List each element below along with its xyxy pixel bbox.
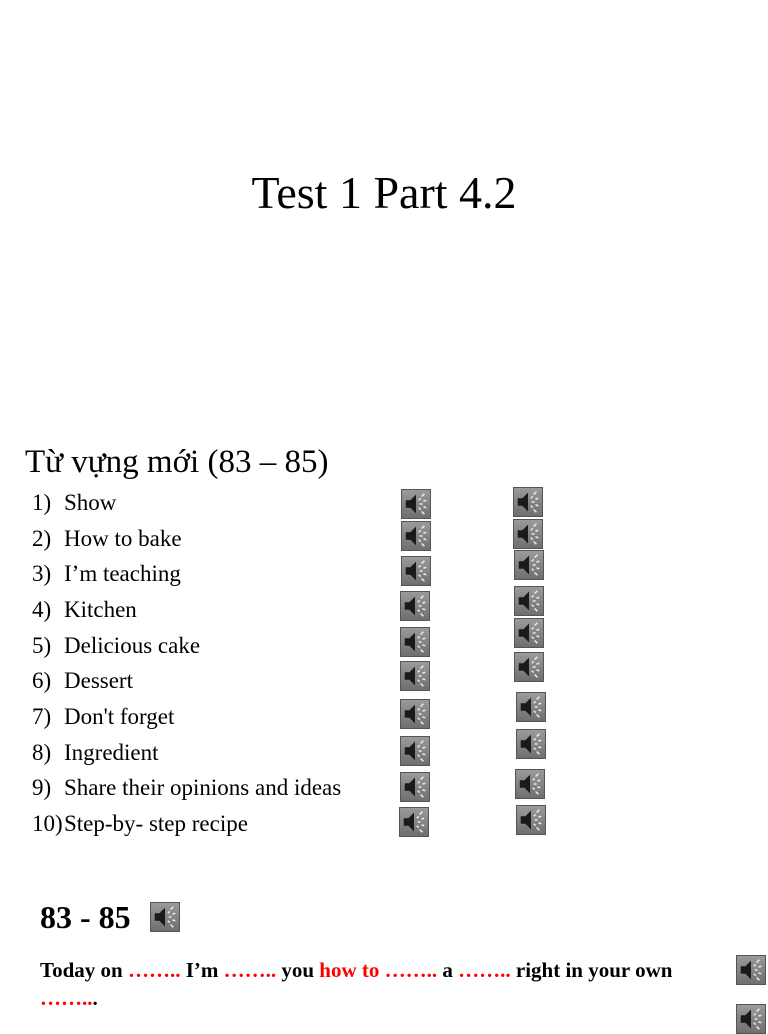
vocab-item-text: Show <box>64 490 117 515</box>
speaker-icon[interactable] <box>516 805 546 835</box>
vocab-item <box>32 664 133 698</box>
speaker-icon[interactable] <box>399 807 429 837</box>
sentence-text: you <box>276 958 320 982</box>
vocab-item <box>32 771 341 805</box>
speaker-icon[interactable] <box>514 550 544 580</box>
speaker-icon[interactable] <box>401 521 431 551</box>
vocab-item-text: Ingredient <box>64 740 159 765</box>
page-title: Test 1 Part 4.2 <box>251 167 517 218</box>
vocab-heading: Từ vựng mới (83 – 85) <box>25 444 329 480</box>
speaker-icon[interactable] <box>400 772 430 802</box>
vocab-item <box>32 807 248 841</box>
speaker-icon[interactable] <box>736 1004 766 1034</box>
vocab-item-text: Step-by- step recipe <box>64 811 248 836</box>
vocab-item-number: 7) <box>32 704 52 729</box>
speaker-icon[interactable] <box>515 769 545 799</box>
blank: …….. <box>458 958 511 982</box>
speaker-icon[interactable] <box>514 618 544 648</box>
vocab-item <box>32 736 159 770</box>
sentence-text: right in your own <box>510 958 673 982</box>
speaker-icon[interactable] <box>400 591 430 621</box>
speaker-icon[interactable] <box>513 487 543 517</box>
speaker-icon[interactable] <box>150 902 180 932</box>
vocab-item <box>32 593 137 627</box>
vocab-item <box>32 522 182 556</box>
vocab-item-text: Share their opinions and ideas <box>64 775 342 800</box>
speaker-icon[interactable] <box>514 652 544 682</box>
vocab-item-number: 4) <box>32 597 52 622</box>
blank: …….. <box>40 986 93 1010</box>
vocab-item <box>32 629 200 663</box>
vocab-item-number: 10) <box>32 811 63 836</box>
exercise-heading <box>40 897 131 937</box>
vocab-item-text: Don't forget <box>64 704 175 729</box>
sentence-text: . <box>92 986 98 1010</box>
vocab-item <box>32 557 181 591</box>
speaker-icon[interactable] <box>400 661 430 691</box>
vocab-item-number: 6) <box>32 668 52 693</box>
speaker-icon[interactable] <box>400 736 430 766</box>
vocab-item-text: I’m teaching <box>64 561 181 586</box>
sentence-text: a <box>437 958 459 982</box>
sentence-text: I’m <box>180 958 224 982</box>
vocab-item-number: 1) <box>32 490 52 515</box>
sentence-text: Today on <box>40 958 128 982</box>
vocab-item-text: Kitchen <box>64 597 137 622</box>
speaker-icon[interactable] <box>516 729 546 759</box>
speaker-icon[interactable] <box>401 489 431 519</box>
vocab-item <box>32 486 116 520</box>
blank: how to …….. <box>319 958 438 982</box>
vocab-item-number: 8) <box>32 740 52 765</box>
speaker-icon[interactable] <box>400 627 430 657</box>
vocab-item <box>32 700 174 734</box>
speaker-icon[interactable] <box>400 699 430 729</box>
speaker-icon[interactable] <box>401 556 431 586</box>
speaker-icon[interactable] <box>513 519 543 549</box>
vocab-item-number: 2) <box>32 526 52 551</box>
speaker-icon[interactable] <box>736 955 766 985</box>
exercise-heading-text: 83 - 85 <box>40 899 131 935</box>
vocab-item-text: Delicious cake <box>64 633 201 658</box>
speaker-icon[interactable] <box>514 586 544 616</box>
exercise-sentence <box>40 956 730 1012</box>
vocab-item-number: 3) <box>32 561 52 586</box>
speaker-icon[interactable] <box>516 692 546 722</box>
vocab-item-text: Dessert <box>64 668 133 693</box>
vocab-item-number: 5) <box>32 633 52 658</box>
vocab-item-number: 9) <box>32 775 52 800</box>
vocab-item-text: How to bake <box>64 526 182 551</box>
blank: …….. <box>223 958 277 982</box>
blank: …….. <box>127 958 181 982</box>
